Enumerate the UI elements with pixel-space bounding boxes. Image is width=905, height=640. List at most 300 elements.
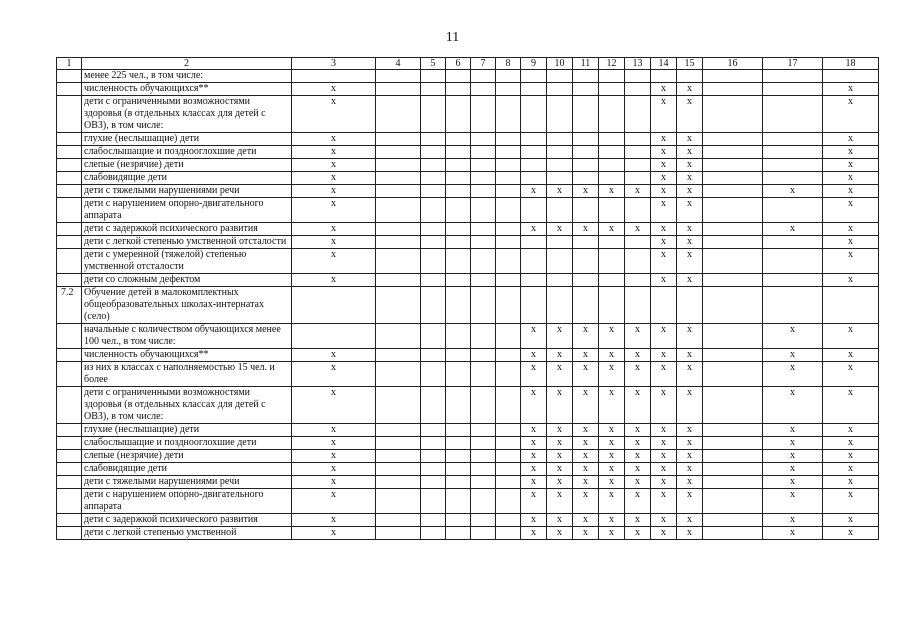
mark-cell: x [573,185,599,198]
column-header: 7 [471,58,496,70]
mark-cell: x [763,387,823,424]
mark-cell [496,172,521,185]
mark-cell [496,274,521,287]
mark-cell [763,159,823,172]
table-row [57,249,879,274]
mark-cell [763,96,823,133]
mark-cell [376,96,421,133]
mark-cell: x [763,450,823,463]
mark-cell [521,198,547,223]
mark-cell [421,274,446,287]
mark-cell [376,172,421,185]
row-number [57,450,82,463]
row-description: дети с легкой степенью умственной отсталости [82,236,292,249]
mark-cell [703,146,763,159]
mark-cell: x [521,450,547,463]
table-row [57,96,879,133]
column-header: 1 [57,58,82,70]
mark-cell [496,146,521,159]
mark-cell: x [292,133,376,146]
mark-cell [446,223,471,236]
mark-cell: x [573,387,599,424]
mark-cell: x [625,424,651,437]
mark-cell: x [547,527,573,540]
mark-cell [599,70,625,83]
table-row [57,287,879,324]
mark-cell [763,274,823,287]
table-row [57,324,879,349]
mark-cell: x [521,349,547,362]
mark-cell [763,198,823,223]
mark-cell: x [599,527,625,540]
mark-cell: x [547,349,573,362]
mark-cell: x [823,146,879,159]
mark-cell [625,146,651,159]
mark-cell [496,489,521,514]
table-row [57,463,879,476]
mark-cell [547,133,573,146]
mark-cell: x [677,450,703,463]
mark-cell [421,70,446,83]
mark-cell: x [823,133,879,146]
row-number [57,185,82,198]
row-number: 7.2 [57,287,82,324]
mark-cell [421,172,446,185]
mark-cell [471,387,496,424]
mark-cell: x [625,527,651,540]
table-row [57,198,879,223]
mark-cell [471,133,496,146]
row-description: слепые (незрячие) дети [82,159,292,172]
mark-cell: x [677,236,703,249]
mark-cell [376,349,421,362]
mark-cell: x [651,274,677,287]
mark-cell [471,527,496,540]
mark-cell [547,236,573,249]
row-number [57,437,82,450]
mark-cell [421,476,446,489]
mark-cell [496,324,521,349]
mark-cell [625,96,651,133]
table-row [57,133,879,146]
mark-cell: x [651,83,677,96]
mark-cell: x [521,424,547,437]
row-number [57,424,82,437]
table-row [57,450,879,463]
mark-cell [496,70,521,83]
table-row [57,527,879,540]
mark-cell: x [292,437,376,450]
row-description: из них в классах с наполняемостью 15 чел. и более [82,362,292,387]
mark-cell: x [599,476,625,489]
mark-cell [703,362,763,387]
mark-cell [421,83,446,96]
mark-cell [599,146,625,159]
mark-cell [421,514,446,527]
column-header: 8 [496,58,521,70]
mark-cell: x [651,514,677,527]
row-description: дети с нарушением опорно-двигательного аппарата [82,489,292,514]
mark-cell: x [763,514,823,527]
mark-cell [421,198,446,223]
mark-cell: x [599,463,625,476]
mark-cell [573,287,599,324]
mark-cell: x [625,387,651,424]
mark-cell: x [573,437,599,450]
mark-cell [599,287,625,324]
mark-cell [703,185,763,198]
row-description: дети с ограниченными возможностями здоровья (в отдельных классах для детей с ОВЗ), в том числе: [82,387,292,424]
mark-cell: x [599,349,625,362]
row-description: дети с нарушением опорно-двигательного аппарата [82,198,292,223]
mark-cell: x [823,185,879,198]
mark-cell: x [625,324,651,349]
mark-cell: x [677,185,703,198]
mark-cell [496,185,521,198]
mark-cell [421,450,446,463]
row-description: дети с тяжелыми нарушениями речи [82,476,292,489]
mark-cell [547,287,573,324]
column-header: 17 [763,58,823,70]
mark-cell [703,249,763,274]
mark-cell: x [573,514,599,527]
mark-cell: x [573,463,599,476]
mark-cell: x [599,450,625,463]
mark-cell [376,387,421,424]
mark-cell [521,287,547,324]
mark-cell [599,96,625,133]
mark-cell [573,198,599,223]
mark-cell [471,463,496,476]
column-header: 3 [292,58,376,70]
mark-cell: x [651,349,677,362]
row-number [57,236,82,249]
mark-cell [446,324,471,349]
mark-cell [521,159,547,172]
mark-cell [446,450,471,463]
mark-cell: x [823,476,879,489]
mark-cell [471,223,496,236]
mark-cell [547,249,573,274]
mark-cell: x [599,185,625,198]
column-header: 5 [421,58,446,70]
mark-cell: x [573,223,599,236]
mark-cell [446,159,471,172]
mark-cell: x [292,362,376,387]
mark-cell [703,450,763,463]
table-row [57,223,879,236]
mark-cell [471,349,496,362]
mark-cell: x [625,463,651,476]
table-row [57,172,879,185]
mark-cell: x [573,362,599,387]
mark-cell: x [599,362,625,387]
mark-cell [521,172,547,185]
mark-cell [471,159,496,172]
mark-cell [521,83,547,96]
mark-cell: x [625,185,651,198]
mark-cell [625,274,651,287]
row-number [57,146,82,159]
mark-cell [421,236,446,249]
mark-cell [471,514,496,527]
mark-cell: x [573,476,599,489]
mark-cell [471,489,496,514]
mark-cell [496,198,521,223]
mark-cell [521,70,547,83]
mark-cell [496,450,521,463]
mark-cell: x [677,223,703,236]
mark-cell: x [547,463,573,476]
mark-cell [376,437,421,450]
column-header: 15 [677,58,703,70]
mark-cell: x [599,489,625,514]
table-row [57,437,879,450]
mark-cell [703,514,763,527]
mark-cell [496,349,521,362]
mark-cell [547,198,573,223]
mark-cell [421,324,446,349]
data-table [56,57,879,540]
mark-cell: x [625,223,651,236]
mark-cell: x [599,324,625,349]
mark-cell [823,70,879,83]
mark-cell [446,172,471,185]
mark-cell [446,489,471,514]
mark-cell [547,159,573,172]
mark-cell [421,133,446,146]
mark-cell: x [521,387,547,424]
mark-cell [446,198,471,223]
mark-cell [446,362,471,387]
mark-cell: x [763,185,823,198]
mark-cell [376,83,421,96]
mark-cell [471,476,496,489]
row-description: дети с умеренной (тяжелой) степенью умственной отсталости [82,249,292,274]
mark-cell [573,159,599,172]
mark-cell [496,249,521,274]
mark-cell [446,274,471,287]
mark-cell [471,146,496,159]
mark-cell [421,362,446,387]
mark-cell: x [677,489,703,514]
mark-cell: x [292,185,376,198]
mark-cell: x [625,476,651,489]
mark-cell: x [763,349,823,362]
mark-cell: x [823,489,879,514]
mark-cell [703,159,763,172]
mark-cell [292,287,376,324]
column-header: 6 [446,58,471,70]
mark-cell: x [547,362,573,387]
row-description: слабослышащие и позднооглохшие дети [82,437,292,450]
mark-cell: x [292,527,376,540]
row-description: слабослышащие и позднооглохшие дети [82,146,292,159]
column-header: 12 [599,58,625,70]
mark-cell [446,146,471,159]
mark-cell [703,274,763,287]
mark-cell: x [763,362,823,387]
mark-cell: x [651,249,677,274]
mark-cell [376,514,421,527]
mark-cell: x [547,387,573,424]
mark-cell: x [763,527,823,540]
mark-cell [376,198,421,223]
mark-cell: x [547,424,573,437]
mark-cell: x [763,324,823,349]
mark-cell [651,287,677,324]
column-header: 11 [573,58,599,70]
mark-cell [446,185,471,198]
table-row [57,274,879,287]
mark-cell: x [651,96,677,133]
mark-cell [471,96,496,133]
column-header: 10 [547,58,573,70]
mark-cell: x [599,424,625,437]
column-header: 16 [703,58,763,70]
mark-cell: x [823,324,879,349]
mark-cell [599,198,625,223]
mark-cell: x [823,236,879,249]
mark-cell: x [521,437,547,450]
row-number [57,489,82,514]
mark-cell [446,424,471,437]
mark-cell [446,70,471,83]
mark-cell: x [292,236,376,249]
row-number [57,274,82,287]
mark-cell: x [292,424,376,437]
row-number [57,387,82,424]
mark-cell [376,324,421,349]
mark-cell: x [292,159,376,172]
mark-cell [547,96,573,133]
table-row [57,424,879,437]
mark-cell: x [625,514,651,527]
row-number [57,198,82,223]
mark-cell: x [823,198,879,223]
mark-cell: x [677,96,703,133]
mark-cell: x [651,172,677,185]
mark-cell: x [651,146,677,159]
mark-cell: x [677,159,703,172]
row-number [57,527,82,540]
row-description: глухие (неслышащие) дети [82,424,292,437]
mark-cell [703,489,763,514]
mark-cell [496,362,521,387]
mark-cell [703,437,763,450]
mark-cell: x [521,223,547,236]
mark-cell [573,172,599,185]
mark-cell: x [521,463,547,476]
mark-cell [703,424,763,437]
row-number [57,172,82,185]
mark-cell [703,96,763,133]
mark-cell [496,223,521,236]
mark-cell: x [573,527,599,540]
mark-cell [573,96,599,133]
mark-cell: x [677,198,703,223]
mark-cell: x [547,514,573,527]
mark-cell [292,70,376,83]
mark-cell: x [521,527,547,540]
mark-cell: x [677,324,703,349]
mark-cell: x [573,450,599,463]
mark-cell [471,70,496,83]
mark-cell [703,527,763,540]
row-description: слабовидящие дети [82,463,292,476]
mark-cell [471,287,496,324]
table-row [57,185,879,198]
mark-cell: x [625,362,651,387]
mark-cell [421,437,446,450]
mark-cell [703,70,763,83]
mark-cell [521,274,547,287]
mark-cell [376,287,421,324]
mark-cell [703,83,763,96]
mark-cell [446,96,471,133]
mark-cell [703,133,763,146]
mark-cell: x [573,489,599,514]
mark-cell [292,324,376,349]
mark-cell: x [677,527,703,540]
mark-cell [376,362,421,387]
mark-cell [421,463,446,476]
mark-cell [421,349,446,362]
column-header: 18 [823,58,879,70]
mark-cell: x [292,463,376,476]
row-number [57,463,82,476]
row-number [57,249,82,274]
row-description: дети с задержкой психического развития [82,223,292,236]
mark-cell [376,133,421,146]
mark-cell [573,236,599,249]
mark-cell [703,387,763,424]
mark-cell [376,70,421,83]
mark-cell [421,489,446,514]
mark-cell [446,387,471,424]
row-description: глухие (неслышащие) дети [82,133,292,146]
mark-cell [599,172,625,185]
mark-cell [446,514,471,527]
mark-cell [625,83,651,96]
table-header [57,58,879,70]
mark-cell: x [823,463,879,476]
mark-cell: x [651,133,677,146]
mark-cell: x [651,324,677,349]
mark-cell: x [292,223,376,236]
row-number [57,349,82,362]
mark-cell: x [763,476,823,489]
mark-cell [376,463,421,476]
mark-cell [763,146,823,159]
mark-cell: x [763,463,823,476]
mark-cell [376,489,421,514]
mark-cell [703,198,763,223]
mark-cell: x [599,437,625,450]
mark-cell [625,159,651,172]
mark-cell: x [677,83,703,96]
row-number [57,514,82,527]
mark-cell: x [292,476,376,489]
mark-cell [625,172,651,185]
mark-cell [421,527,446,540]
mark-cell [496,437,521,450]
mark-cell: x [651,527,677,540]
table-row [57,387,879,424]
mark-cell: x [763,424,823,437]
mark-cell [763,249,823,274]
column-header: 2 [82,58,292,70]
